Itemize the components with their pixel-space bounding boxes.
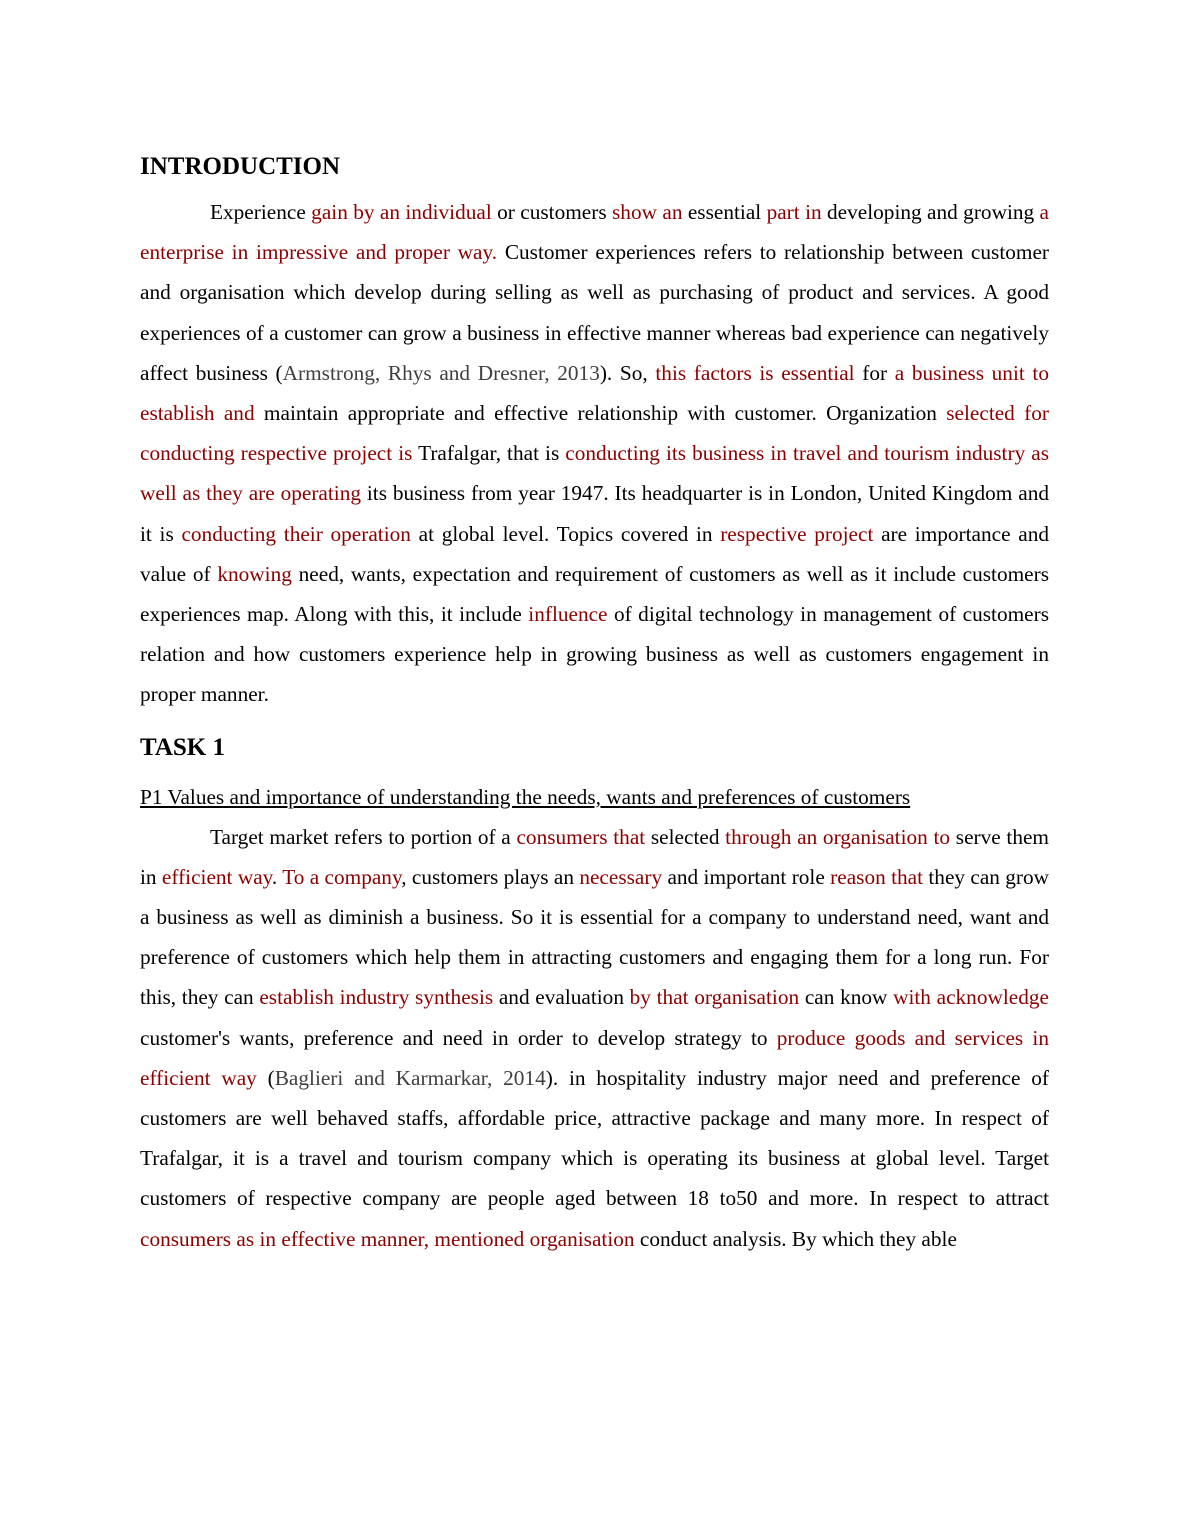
text-segment: its business from year 1947. Its headquarter is in London, United Kingdom and it is: [140, 481, 1050, 546]
citation-segment: Armstrong, Rhys and Dresner, 2013: [282, 360, 600, 385]
text-segment: Target market refers to portion of a: [210, 824, 517, 849]
text-segment: for: [854, 360, 895, 385]
text-segment: selected: [645, 824, 726, 849]
text-segment: and evaluation: [493, 985, 630, 1010]
text-segment: or customers: [491, 200, 613, 224]
tracked-change-segment: conducting its business in travel and tourism industry as well as they are operating: [140, 441, 1049, 506]
text-segment: conduct analysis. By which they able: [634, 1226, 957, 1251]
tracked-change-segment: with acknowledge: [893, 985, 1049, 1010]
tracked-change-segment: show an: [612, 200, 683, 224]
task-1-heading: TASK 1: [140, 733, 225, 761]
citation-segment: Baglieri and Karmarkar, 2014: [274, 1065, 546, 1090]
text-segment: can know: [799, 985, 894, 1010]
task-1-paragraph: [140, 817, 1049, 1259]
introduction-heading: INTRODUCTION: [140, 153, 341, 180]
text-segment: maintain appropriate and effective relationship with customer. Organization: [254, 401, 947, 426]
text-segment: they can grow a business as well as diminish a business. So it is essential for a company to understand need, want and preference of customers which help them in attracting customers and engaging them for a long run. For this, they can: [140, 864, 1050, 1010]
text-segment: developing and growing: [821, 200, 1040, 224]
introduction-paragraph: [140, 192, 1049, 715]
text-segment: need, wants, expectation and requirement of customers as well as it include customers experiences map. Along with this, it include: [140, 561, 1050, 627]
text-segment: essential: [682, 200, 767, 224]
tracked-change-segment: this factors is essential: [655, 360, 855, 385]
tracked-change-segment: through an organisation to: [725, 824, 951, 849]
text-segment: are importance and value of: [140, 521, 1050, 586]
tracked-change-segment: by that organisation: [629, 985, 800, 1010]
text-segment: serve them in: [140, 824, 1049, 889]
text-segment: Experience: [210, 200, 312, 224]
text-segment: of digital technology in management of customers relation and how customers experience help in growing business as well as customers engagement in proper manner.: [140, 602, 1049, 707]
tracked-change-segment: respective project: [720, 521, 874, 546]
tracked-change-segment: gain by an individual: [311, 200, 492, 224]
tracked-change-segment: conducting their operation: [181, 521, 411, 546]
tracked-change-segment: part in: [766, 200, 822, 224]
tracked-change-segment: influence: [528, 602, 608, 627]
tracked-change-segment: consumers that: [516, 824, 646, 849]
tracked-change-segment: selected for conducting respective project is: [140, 401, 1049, 466]
tracked-change-segment: To a company: [282, 864, 402, 889]
tracked-change-segment: consumers as in effective manner, mentioned organisation: [140, 1226, 635, 1251]
tracked-change-segment: a business unit to establish and: [140, 360, 1049, 426]
text-segment: .: [271, 864, 283, 889]
tracked-change-segment: establish industry synthesis: [259, 985, 494, 1010]
text-segment: at global level. Topics covered in: [410, 521, 721, 546]
text-segment: Trafalgar, that is: [412, 441, 566, 466]
tracked-change-segment: a enterprise in impressive and proper way.: [140, 200, 1049, 265]
tracked-change-segment: necessary: [579, 864, 663, 889]
tracked-change-segment: efficient way: [161, 864, 272, 889]
tracked-change-segment: knowing: [217, 561, 292, 586]
text-segment: customer's wants, preference and need in order to develop strategy to: [140, 1025, 777, 1050]
tracked-change-segment: produce goods and services in efficient way: [140, 1025, 1049, 1090]
text-segment: Customer experiences refers to relationship between customer and organisation which develop during selling as well as purchasing of product and services. A good experiences of a customer can grow a business in effective manner whereas bad experience can negatively affect business (: [140, 240, 1049, 385]
text-segment: , customers plays an: [401, 864, 580, 889]
text-segment: ). So,: [599, 360, 656, 385]
text-segment: (: [256, 1065, 275, 1090]
p1-subheading: P1 Values and importance of understanding the needs, wants and preferences of customers: [140, 784, 911, 809]
text-segment: and important role: [662, 864, 831, 889]
text-segment: ). in hospitality industry major need and preference of customers are well behaved staffs, affordable price, attractive package and many more. In respect of Trafalgar, it is a travel and tourism company which is operating its business at global level. Target customers of respective company are people aged between 18 to50 and more. In respect to attract: [140, 1065, 1049, 1211]
tracked-change-segment: reason that: [830, 864, 924, 889]
